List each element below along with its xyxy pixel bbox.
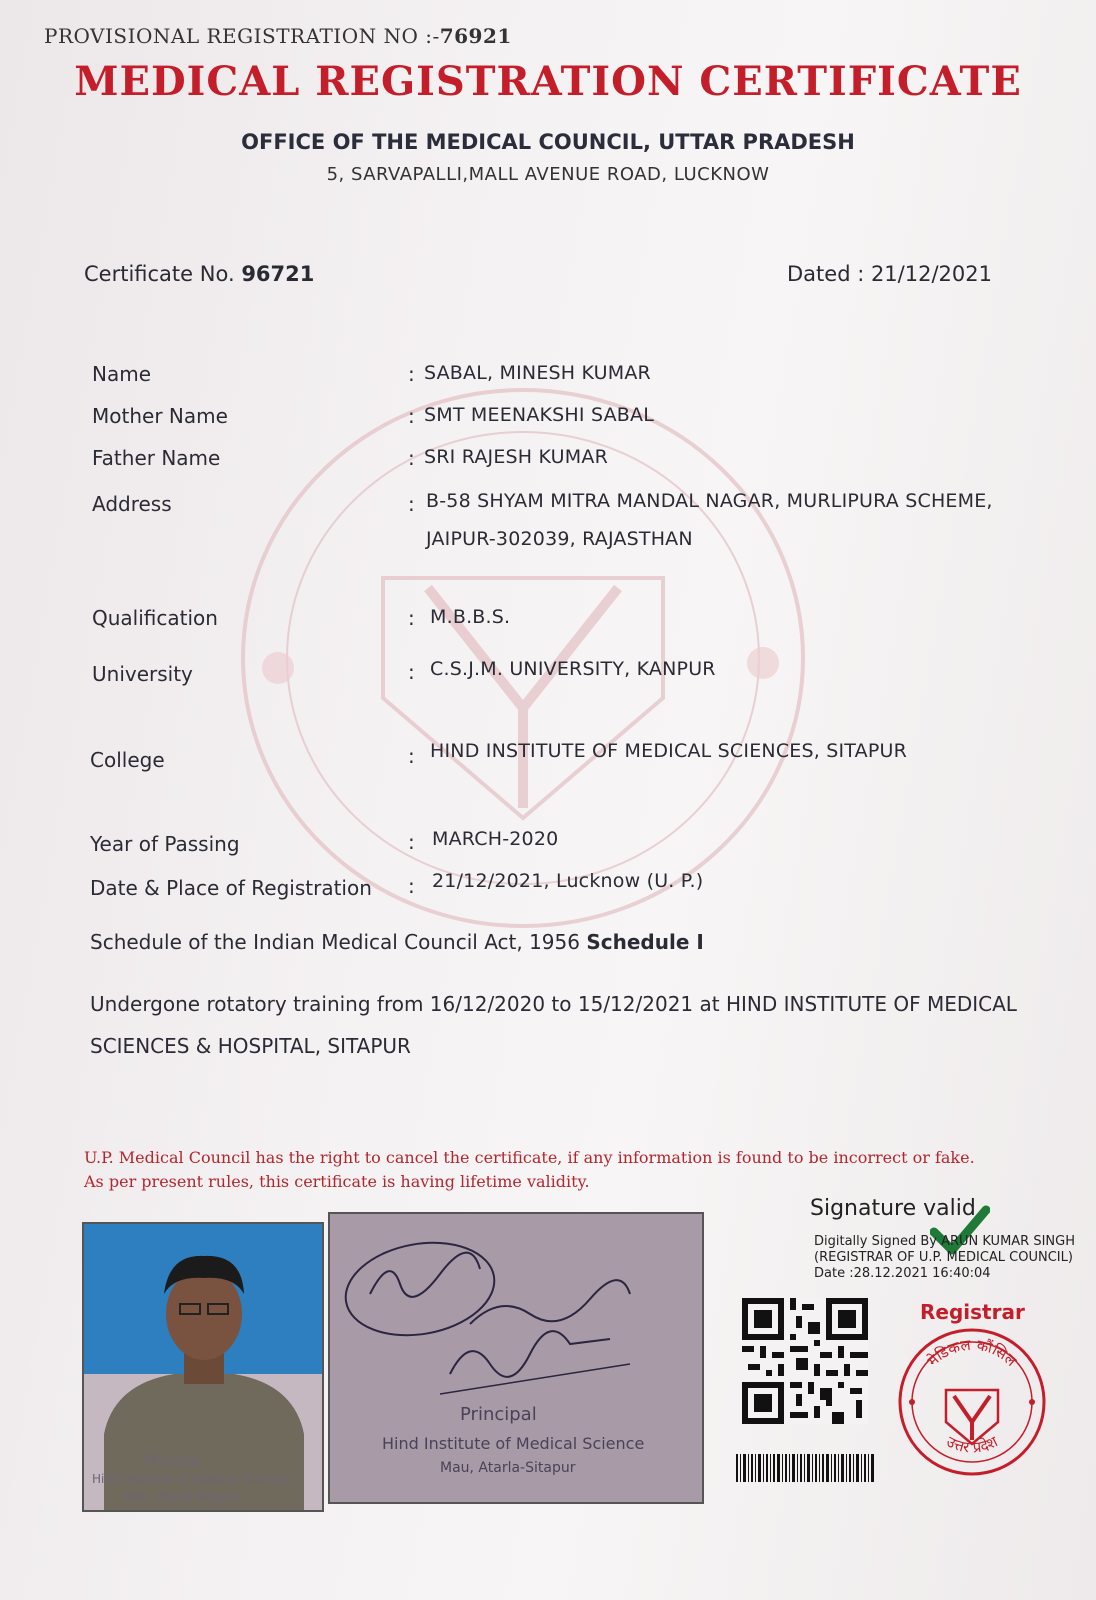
notice-line1: U.P. Medical Council has the right to cancel the certificate, if any information is found to be incorrect or fake. (84, 1148, 975, 1167)
field-label-university: University (92, 662, 193, 686)
photo-institute-label: Hind Institute of Medical Science (92, 1472, 289, 1486)
field-value-college: HIND INSTITUTE OF MEDICAL SCIENCES, SITAPUR (430, 740, 907, 762)
certificate-number-value: 96721 (241, 262, 315, 286)
field-value-address-line1: B-58 SHYAM MITRA MANDAL NAGAR, MURLIPURA SCHEME, (426, 490, 993, 512)
schedule-line (90, 930, 704, 954)
digital-signature-date: Date :28.12.2021 16:40:04 (814, 1266, 991, 1281)
field-colon: : (408, 362, 415, 386)
provisional-registration (44, 24, 512, 48)
digital-signed-by: Digitally Signed By ARUN KUMAR SINGH (814, 1234, 1076, 1249)
field-label-name: Name (92, 362, 152, 386)
certificate-date: Dated : 21/12/2021 (787, 262, 992, 286)
schedule-text: Schedule of the Indian Medical Council Act, 1956 (90, 930, 580, 954)
signature-valid: Signature valid (810, 1196, 976, 1221)
field-label-registration: Date & Place of Registration (90, 876, 372, 900)
field-value-year: MARCH-2020 (432, 828, 559, 850)
field-value-mother: SMT MEENAKSHI SABAL (424, 404, 654, 426)
field-label-college: College (90, 748, 165, 772)
registrar-label: Registrar (920, 1300, 1025, 1324)
field-value-qualification: M.B.B.S. (430, 606, 511, 628)
photo-location-label: Mau, Atarla-Sitapur (124, 1490, 241, 1504)
field-value-address-line2: JAIPUR-302039, RAJASTHAN (426, 528, 693, 550)
registrar-seal (896, 1326, 1048, 1478)
field-colon: : (408, 446, 415, 470)
attestation-signature (328, 1212, 704, 1504)
applicant-photo (82, 1222, 324, 1512)
office-address: 5, SARVAPALLI,MALL AVENUE ROAD, LUCKNOW (326, 164, 770, 185)
certificate-number-label: Certificate No. (84, 262, 235, 286)
field-colon: : (408, 744, 415, 768)
field-colon: : (408, 606, 415, 630)
provisional-label: PROVISIONAL REGISTRATION NO :- (44, 24, 440, 48)
provisional-number: 76921 (439, 24, 512, 48)
office-name: OFFICE OF THE MEDICAL COUNCIL, UTTAR PRADESH (241, 130, 855, 154)
attest-institute-label: Hind Institute of Medical Science (382, 1434, 645, 1453)
digital-signer-title: (REGISTRAR OF U.P. MEDICAL COUNCIL) (814, 1250, 1073, 1265)
certificate-title: MEDICAL REGISTRATION CERTIFICATE (74, 58, 1022, 105)
certificate-number (84, 262, 314, 286)
training-line1: Undergone rotatory training from 16/12/2020 to 15/12/2021 at HIND INSTITUTE OF MEDICAL (90, 992, 1017, 1016)
field-colon: : (408, 404, 415, 428)
field-colon: : (408, 492, 415, 516)
field-label-father: Father Name (92, 446, 221, 470)
field-label-year: Year of Passing (90, 832, 240, 856)
field-label-qualification: Qualification (92, 606, 218, 630)
field-colon: : (408, 874, 415, 898)
attest-principal-label: Principal (460, 1404, 537, 1425)
schedule-bold: Schedule I (586, 930, 704, 954)
field-value-name: SABAL, MINESH KUMAR (424, 362, 651, 384)
attest-location-label: Mau, Atarla-Sitapur (440, 1460, 576, 1476)
field-label-address: Address (92, 492, 172, 516)
svg-text:मेडिकल कौंसिल (924, 1336, 1021, 1371)
barcode (736, 1454, 876, 1482)
seal-top-text: मेडिकल कौंसिल (923, 1335, 1021, 1370)
qr-code (742, 1298, 868, 1424)
seal-bottom-text: उत्तर प्रदेश (943, 1432, 1001, 1457)
field-colon: : (408, 830, 415, 854)
field-value-father: SRI RAJESH KUMAR (424, 446, 608, 468)
training-line2: SCIENCES & HOSPITAL, SITAPUR (90, 1034, 411, 1058)
notice-line2: As per present rules, this certificate is having lifetime validity. (84, 1172, 590, 1191)
field-colon: : (408, 660, 415, 684)
field-value-registration: 21/12/2021, Lucknow (U. P.) (432, 870, 704, 892)
field-label-mother: Mother Name (92, 404, 228, 428)
photo-principal-label: Principal (144, 1454, 200, 1469)
field-value-university: C.S.J.M. UNIVERSITY, KANPUR (430, 658, 716, 680)
